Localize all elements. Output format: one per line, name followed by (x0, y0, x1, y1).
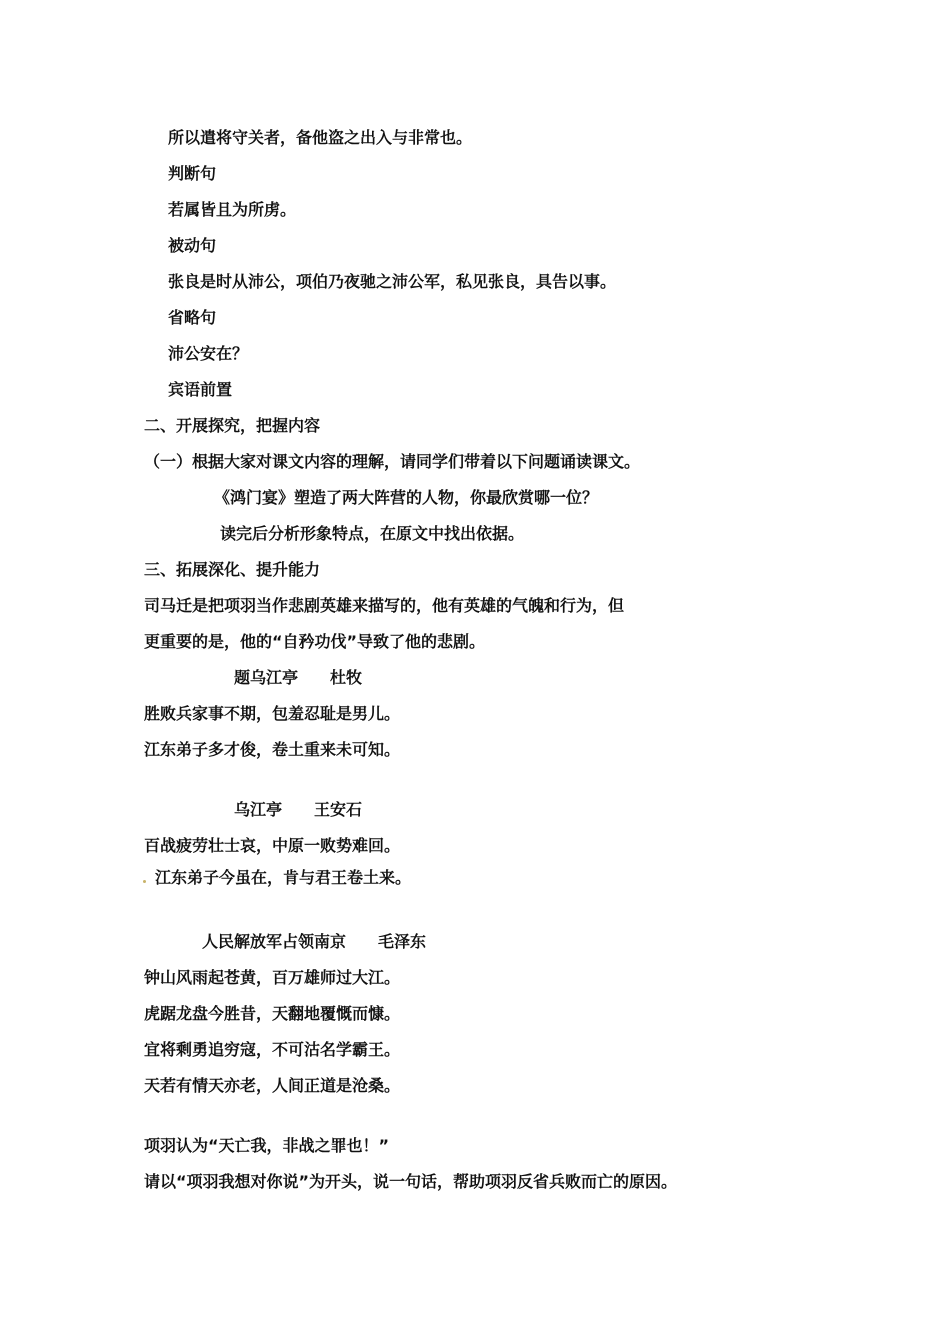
text-line-7: 沛公安在？ (168, 344, 249, 363)
poem-3-line-3: 宜将剩勇追穷寇，不可沽名学霸王。 (144, 1040, 401, 1059)
poem-3-line-1: 钟山风雨起苍黄，百万雄师过大江。 (144, 968, 401, 987)
label-object-preposition: 宾语前置 (168, 380, 233, 399)
label-passive-sentence: 被动句 (168, 236, 217, 255)
quote-line: 项羽认为“天亡我，非战之罪也！” (144, 1136, 390, 1155)
paragraph-line-1: 司马迁是把项羽当作悲剧英雄来描写的，他有英雄的气魄和行为，但 (144, 596, 625, 615)
poem-1-line-1: 胜败兵家事不期，包羞忍耻是男儿。 (144, 704, 401, 723)
text-line-1: 所以遣将守关者，备他盗之出入与非常也。 (168, 128, 473, 147)
poem-3-line-2: 虎踞龙盘今胜昔，天翻地覆慨而慷。 (144, 1004, 401, 1023)
poem-title-1: 题乌江亭 杜牧 (234, 668, 363, 687)
task-line: 请以“项羽我想对你说”为开头，说一句话，帮助项羽反省兵败而亡的原因。 (144, 1172, 678, 1191)
stray-mark (143, 880, 146, 883)
poem-3-line-4: 天若有情天亦老，人间正道是沧桑。 (144, 1076, 401, 1095)
text-line-5: 张良是时从沛公，项伯乃夜驰之沛公军，私见张良，具告以事。 (168, 272, 617, 291)
question-line-2: 读完后分析形象特点，在原文中找出依据。 (220, 524, 525, 543)
section-heading-2: 二、开展探究，把握内容 (144, 416, 321, 435)
section-heading-3: 三、拓展深化、提升能力 (144, 560, 321, 579)
paragraph-line-2: 更重要的是，他的“自矜功伐”导致了他的悲剧。 (144, 632, 486, 651)
label-ellipsis-sentence: 省略句 (168, 308, 217, 327)
poem-title-3: 人民解放军占领南京 毛泽东 (202, 932, 427, 951)
poem-title-2: 乌江亭 王安石 (234, 800, 363, 819)
subsection-heading-1: （一）根据大家对课文内容的理解，请同学们带着以下问题诵读课文。 (144, 452, 641, 471)
poem-1-line-2: 江东弟子多才俊，卷土重来未可知。 (144, 740, 401, 759)
label-judgment-sentence: 判断句 (168, 164, 217, 183)
poem-2-line-1: 百战疲劳壮士哀，中原一败势难回。 (144, 836, 401, 855)
poem-2-line-2: 江东弟子今虽在，肯与君王卷土来。 (155, 868, 412, 887)
question-line-1: 《鸿门宴》塑造了两大阵营的人物，你最欣赏哪一位？ (214, 488, 599, 507)
text-line-3: 若属皆且为所虏。 (168, 200, 297, 219)
